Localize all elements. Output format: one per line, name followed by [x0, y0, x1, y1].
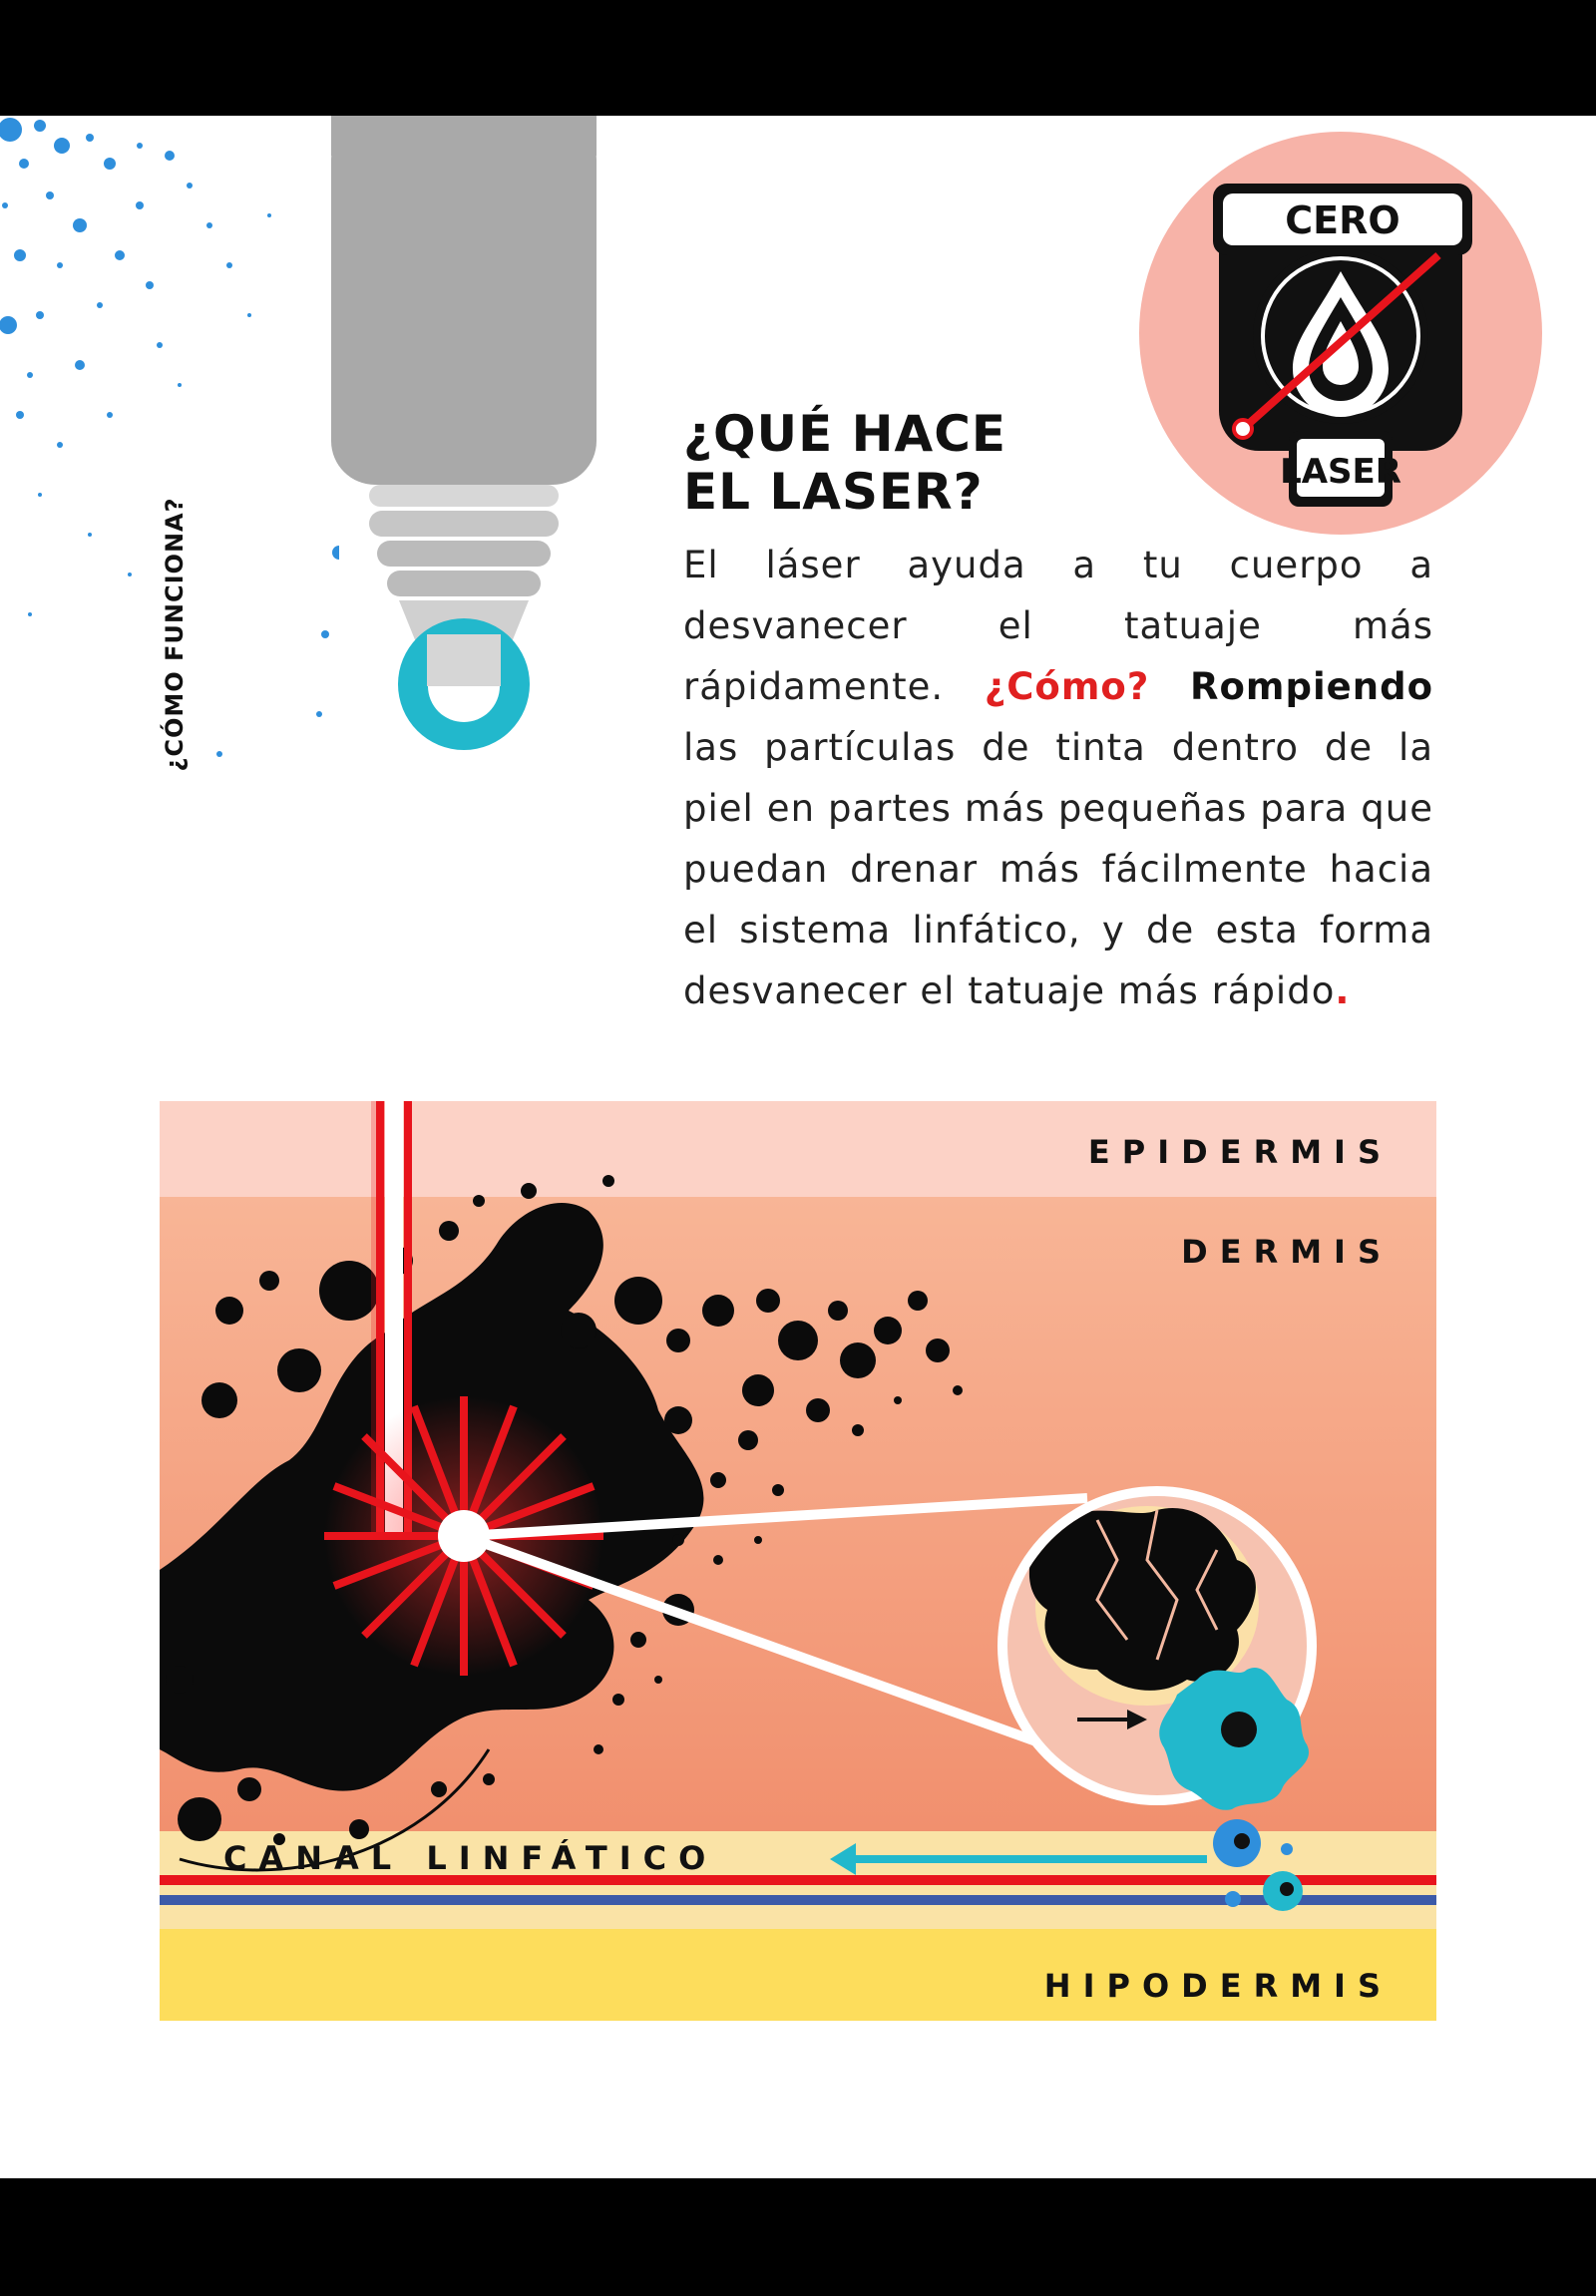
logo-top-text: CERO — [1285, 198, 1400, 242]
layer-label-dermis: DERMIS — [1181, 1233, 1393, 1271]
laser-nozzle-icon — [299, 116, 638, 814]
cero-tinta-logo — [1139, 132, 1542, 535]
body-paragraph — [683, 535, 1433, 1021]
body-question: ¿Cómo? — [984, 665, 1150, 708]
page-title — [683, 405, 1006, 521]
title-line-1: ¿QUÉ HACE — [683, 405, 1007, 463]
title-line-2: EL LASER? — [683, 463, 984, 521]
body-text-part-1: El láser ayuda a tu cuerpo a desvanecer el tatuaje más rápidamente. — [683, 544, 1433, 708]
body-bold: Rompiendo — [1190, 665, 1433, 708]
side-label: ¿CÓMO FUNCIONA? — [161, 497, 189, 772]
skin-diagram — [160, 1101, 1436, 2021]
logo-bottom-text: LASER — [1280, 452, 1401, 492]
layer-label-lymph: CANAL LINFÁTICO — [223, 1839, 718, 1877]
layer-label-hypodermis: HIPODERMIS — [1043, 1967, 1393, 2005]
body-end-dot: . — [1335, 969, 1351, 1012]
page — [0, 116, 1596, 2178]
layer-label-epidermis: EPIDERMIS — [1087, 1133, 1393, 1171]
body-text-part-2: las partículas de tinta dentro de la piel en partes más pequeñas para que puedan drenar más fácilmente hacia el sistema linfático, y de esta forma desvanecer el tatuaje más rápido — [683, 726, 1433, 1012]
